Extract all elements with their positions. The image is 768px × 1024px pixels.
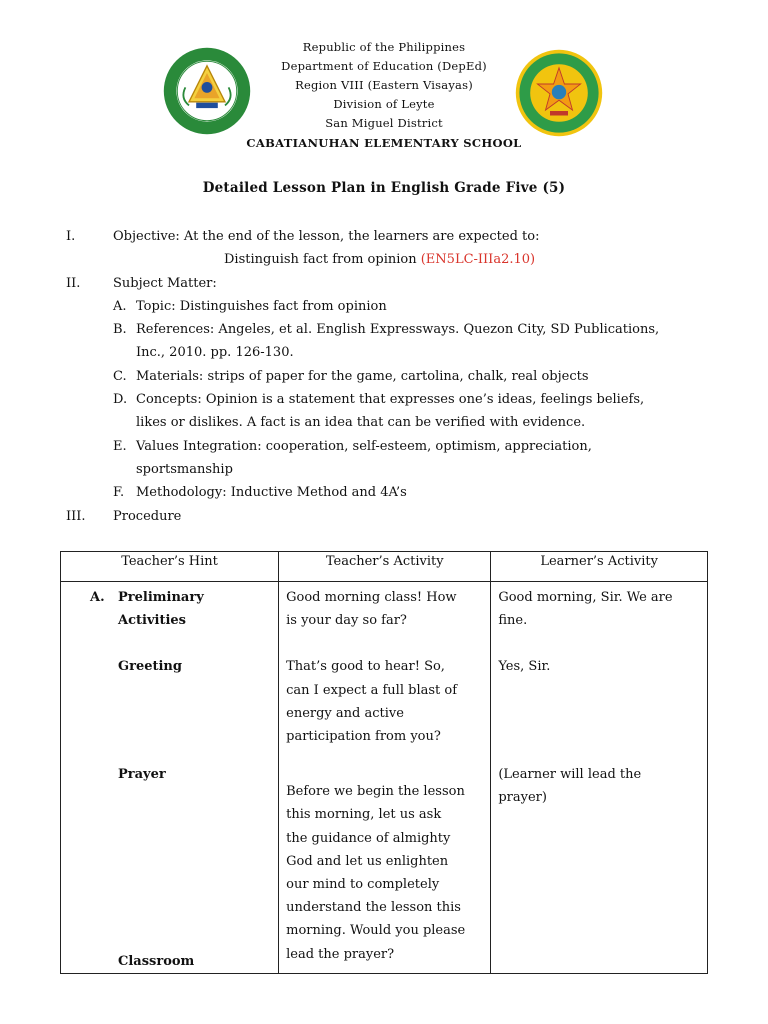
teacher-text: God and let us enlighten bbox=[286, 853, 449, 869]
section-number: III. bbox=[66, 508, 86, 524]
header-line: Department of Education (DepEd) bbox=[281, 59, 487, 73]
item-text: Methodology: Inductive Method and 4A’s bbox=[136, 485, 407, 501]
item-letter: E. bbox=[113, 438, 127, 454]
list-item bbox=[113, 481, 746, 504]
teacher-text: the guidance of almighty bbox=[286, 830, 451, 846]
teacher-text: morning. Would you please bbox=[286, 923, 466, 939]
teacher-text: Before we begin the lesson bbox=[286, 784, 465, 800]
teacher-hint-cell bbox=[61, 582, 279, 974]
teacher-text: this morning, let us ask bbox=[286, 807, 442, 823]
teacher-text: our mind to completely bbox=[286, 877, 440, 893]
teacher-text: lead the prayer? bbox=[286, 946, 395, 962]
teacher-text: Good morning class! How bbox=[286, 590, 457, 605]
section-procedure bbox=[66, 505, 746, 528]
item-text: Materials: strips of paper for the game, cartolina, chalk, real objects bbox=[136, 368, 589, 384]
document-title: Detailed Lesson Plan in English Grade Five (5) bbox=[202, 180, 566, 196]
hint-classroom: Classroom bbox=[118, 953, 195, 969]
competency-code: (EN5LC-IIIa2.10) bbox=[420, 252, 536, 268]
item-text: Values Integration: cooperation, self-esteem, optimism, appreciation, bbox=[136, 438, 592, 454]
section-number: II. bbox=[66, 275, 81, 291]
teacher-text: energy and active bbox=[286, 705, 404, 721]
teacher-activity-cell bbox=[279, 582, 491, 974]
header-line: Republic of the Philippines bbox=[302, 40, 466, 54]
teacher-text: participation from you? bbox=[286, 729, 441, 745]
item-letter: D. bbox=[113, 392, 128, 408]
lesson-outline bbox=[66, 225, 746, 528]
learner-activity-cell bbox=[491, 582, 708, 974]
item-letter: C. bbox=[113, 368, 127, 384]
list-item bbox=[113, 318, 746, 365]
item-letter: A. bbox=[113, 298, 127, 314]
item-text-cont: Inc., 2010. pp. 126-130. bbox=[136, 345, 294, 361]
hint-letter: A. bbox=[90, 590, 105, 605]
teacher-text: understand the lesson this bbox=[286, 900, 461, 916]
teacher-text: is your day so far? bbox=[286, 613, 407, 629]
section-text: Objective: At the end of the lesson, the learners are expected to: bbox=[113, 229, 540, 244]
item-text-cont: likes or dislikes. A fact is an idea that can be verified with evidence. bbox=[136, 415, 586, 431]
school-name: CABATIANUHAN ELEMENTARY SCHOOL bbox=[246, 136, 522, 150]
item-text: References: Angeles, et al. English Expressways. Quezon City, SD Publications, bbox=[136, 322, 660, 338]
teacher-text: That’s good to hear! So, bbox=[286, 659, 445, 675]
section-number: I. bbox=[66, 229, 76, 244]
column-header: Teacher’s Activity bbox=[279, 552, 491, 582]
item-letter: F. bbox=[113, 485, 125, 501]
procedure-table bbox=[60, 551, 708, 974]
section-objective bbox=[66, 225, 746, 248]
table-header-row bbox=[61, 552, 708, 582]
hint-prayer: Prayer bbox=[118, 766, 166, 782]
hint-section-a bbox=[68, 586, 271, 609]
objective-text: Distinguish fact from opinion bbox=[224, 252, 417, 268]
document-header bbox=[0, 38, 768, 150]
header-line: Division of Leyte bbox=[333, 97, 435, 111]
table-row bbox=[61, 582, 708, 974]
list-item bbox=[113, 295, 746, 318]
learner-text: prayer) bbox=[498, 789, 547, 805]
section-subject-matter bbox=[66, 272, 746, 295]
list-item bbox=[113, 365, 746, 388]
section-text: Procedure bbox=[113, 508, 182, 524]
learner-text: fine. bbox=[498, 613, 528, 629]
hint-greeting: Greeting bbox=[118, 659, 182, 675]
item-text: Topic: Distinguishes fact from opinion bbox=[136, 298, 387, 314]
section-text: Subject Matter: bbox=[113, 275, 217, 291]
header-line: Region VIII (Eastern Visayas) bbox=[295, 78, 473, 92]
learner-text: Good morning, Sir. We are bbox=[498, 590, 673, 605]
objective-detail bbox=[66, 248, 746, 271]
column-header: Learner’s Activity bbox=[491, 552, 708, 582]
list-item bbox=[113, 388, 746, 435]
list-item bbox=[113, 435, 746, 482]
item-text-cont: sportsmanship bbox=[136, 461, 233, 477]
hint-label: Activities bbox=[118, 613, 186, 629]
learner-text: (Learner will lead the bbox=[498, 766, 642, 782]
column-header: Teacher’s Hint bbox=[61, 552, 279, 582]
teacher-text: can I expect a full blast of bbox=[286, 682, 458, 698]
learner-text: Yes, Sir. bbox=[498, 659, 551, 675]
item-letter: B. bbox=[113, 322, 127, 338]
header-line: San Miguel District bbox=[325, 116, 443, 130]
item-text: Concepts: Opinion is a statement that expresses one’s ideas, feelings beliefs, bbox=[136, 392, 645, 408]
hint-label: Preliminary bbox=[118, 590, 204, 605]
